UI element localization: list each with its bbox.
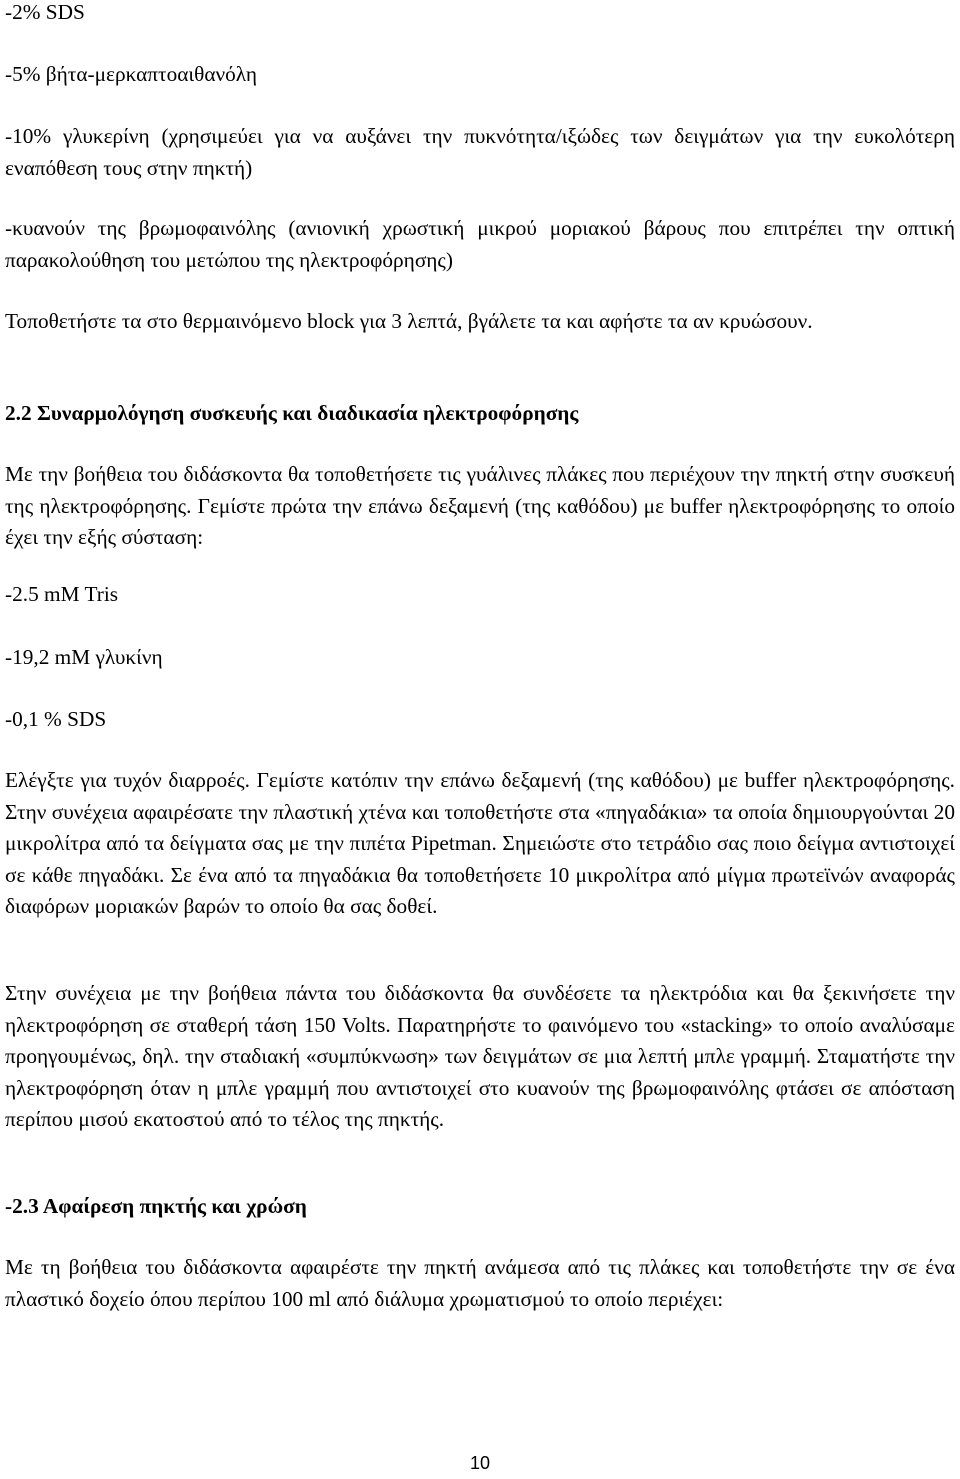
- paragraph-staining: Με τη βοήθεια του διδάσκοντα αφαιρέστε την πηκτή ανάμεσα από τις πλάκες και τοποθετήστε την σε ένα πλαστικό δοχείο όπου περίπου 100 ml από διάλυμα χρωματισμού το οποίο περιέχει:: [5, 1255, 955, 1311]
- page-number: 10: [469, 1453, 491, 1473]
- list-item-tris: -2.5 mM Tris: [5, 582, 119, 606]
- list-item-sds: -2% SDS: [5, 0, 85, 24]
- list-item-glycine: -19,2 mM γλυκίνη: [5, 645, 163, 669]
- list-item-glycerol: -10% γλυκερίνη (χρησιμεύει για να αυξάνει την πυκνότητα/ιξώδες των δειγμάτων για την ευκολότερη εναπόθεση τους στην πηκτή): [5, 124, 955, 180]
- paragraph-heat-block: Τοποθετήστε τα στο θερμαινόμενο block για 3 λεπτά, βγάλετε τα και αφήστε τα αν κρυώσουν.: [5, 309, 813, 333]
- paragraph-assembly: Με την βοήθεια του διδάσκοντα θα τοποθετήσετε τις γυάλινες πλάκες που περιέχουν την πηκτή στην συσκευή της ηλεκτροφόρησης. Γεμίστε πρώτα την επάνω δεξαμενή (της καθόδου) με buffer ηλεκτροφόρησης το οποίο έχει την εξής σύσταση:: [5, 462, 955, 549]
- paragraph-running: Στην συνέχεια με την βοήθεια πάντα του διδάσκοντα θα συνδέσετε τα ηλεκτρόδια και θα ξεκινήσετε την ηλεκτροφόρηση σε σταθερή τάση 150 Volts. Παρατηρήστε το φαινόμενο του «stacking» το οποίο αναλύσαμε προηγουμένως, δηλ. την σταδιακή «συμπύκνωση» των δειγμάτων σε μια λεπτή μπλε γραμμή. Σταματήστε την ηλεκτροφόρηση όταν η μπλε γραμμή που αντιστοιχεί στο κυανούν της βρωμοφαινόλης φτάσει σε απόσταση περίπου μισού εκατοστού από το τέλος της πηκτής.: [5, 981, 955, 1131]
- section-heading-2-2: 2.2 Συναρμολόγηση συσκευής και διαδικασία ηλεκτροφόρησης: [5, 401, 579, 425]
- list-item-mercaptoethanol: -5% βήτα-μερκαπτοαιθανόλη: [5, 62, 258, 86]
- paragraph-loading: Ελέγξτε για τυχόν διαρροές. Γεμίστε κατόπιν την επάνω δεξαμενή (της καθόδου) με buffer ηλεκτροφόρησης. Στην συνέχεια αφαιρέσατε την πλαστική χτένα και τοποθετήστε στα «πηγαδάκια» τα οποία δημιουργούνται 20 μικρολίτρα από τα δείγματα σας με την πιπέτα Pipetman. Σημειώστε στο τετράδιο σας ποιο δείγμα αντιστοιχεί σε κάθε πηγαδάκι. Σε ένα από τα πηγαδάκια θα τοποθετήσετε 10 μικρολίτρα από μίγμα πρωτεϊνών αναφοράς διαφόρων μοριακών βαρών το οποίο θα σας δοθεί.: [5, 768, 955, 918]
- list-item-bromophenol-blue: -κυανούν της βρωμοφαινόλης (ανιονική χρωστική μικρού μοριακού βάρους που επιτρέπει την οπτική παρακολούθηση του μετώπου της ηλεκτροφόρησης): [5, 216, 955, 272]
- section-heading-2-3: -2.3 Αφαίρεση πηκτής και χρώση: [5, 1194, 307, 1218]
- list-item-sds-buffer: -0,1 % SDS: [5, 707, 107, 731]
